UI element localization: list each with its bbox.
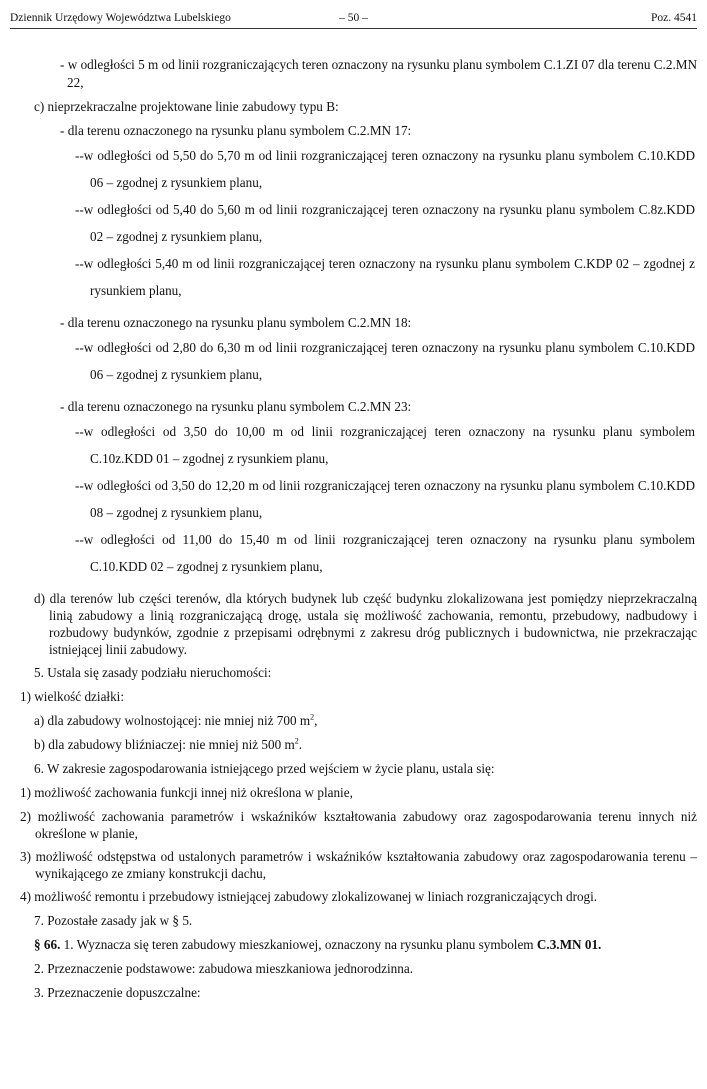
mn17-title: - dla terenu oznaczonego na rysunku planu symbolem C.2.MN 17: xyxy=(60,123,412,138)
section-5-item-1: 1) wielkość działki: xyxy=(20,689,125,704)
mn23-item-1: --w odległości od 3,50 do 10,00 m od linii rozgraniczającej teren oznaczony na rysunku planu symbolem C.10z.KDD 01 – zgodnej z rysunkiem planu, xyxy=(75,424,695,466)
section-5-item-b: b) dla zabudowy bliźniaczej: nie mniej niż 500 $m^2$. xyxy=(34,736,303,752)
paragraph-c-title: c) nieprzekraczalne projektowane linie zabudowy typu B: xyxy=(34,99,339,114)
mn23-item-2: --w odległości od 3,50 do 12,20 m od linii rozgraniczającej teren oznaczony na rysunku planu symbolem C.10.KDD 08 – zgodnej z rysunkiem planu, xyxy=(75,478,695,520)
document-body xyxy=(0,56,707,1008)
page-header xyxy=(10,10,697,29)
paragraph-b-last: - w odległości 5 m od linii rozgraniczających teren oznaczony na rysunku planu symbolem C.1.ZI 07 dla terenu C.2.MN 22, xyxy=(60,57,697,90)
section-5: 5. Ustala się zasady podziału nieruchomości: xyxy=(34,665,272,680)
page-number: – 50 – xyxy=(339,12,368,24)
section-6-item-2: 2) możliwość zachowania parametrów i wskaźników kształtowania zabudowy oraz zagospodarowania terenu innych niż określone w planie, xyxy=(20,809,697,841)
mn18-title: - dla terenu oznaczonego na rysunku planu symbolem C.2.MN 18: xyxy=(60,315,412,330)
section-66-item-2: 2. Przeznaczenie podstawowe: zabudowa mieszkaniowa jednorodzinna. xyxy=(34,961,413,976)
section-6-item-1: 1) możliwość zachowania funkcji innej niż określona w planie, xyxy=(20,785,353,800)
position-number: Poz. 4541 xyxy=(651,12,697,24)
mn18-item-1: --w odległości od 2,80 do 6,30 m od linii rozgraniczającej teren oznaczony na rysunku planu symbolem C.10.KDD 06 – zgodnej z rysunkiem planu, xyxy=(75,340,695,382)
section-6-item-3: 3) możliwość odstępstwa od ustalonych parametrów i wskaźników kształtowania zabudowy oraz zagospodarowania terenu – wynikającego ze zmiany konstrukcji dachu, xyxy=(20,849,697,881)
section-6-item-4: 4) możliwość remontu i przebudowy istniejącej zabudowy zlokalizowanej w liniach rozgraniczających drogi. xyxy=(20,889,598,904)
mn23-item-3: --w odległości od 11,00 do 15,40 m od linii rozgraniczającej teren oznaczony na rysunku planu symbolem C.10.KDD 02 – zgodnej z rysunkiem planu, xyxy=(75,532,695,574)
section-66-heading: § 66. 1. Wyznacza się teren zabudowy mieszkaniowej, oznaczony na rysunku planu symbolem C.3.MN 01. xyxy=(34,937,602,952)
section-7: 7. Pozostałe zasady jak w § 5. xyxy=(34,913,193,928)
paragraph-d: d) dla terenów lub części terenów, dla których budynek lub część budynku zlokalizowana jest pomiędzy nieprzekraczalną linią zabudowy a linią rozgraniczającą drogę, ustala się możliwość zachowania, remontu, przebudowy, nadbudowy i rozbudowy budynków, zgodnie z przepisami odrębnymi z zakresu dróg publicznych i budownictwa, nie przekraczając istniejącej linii zabudowy. xyxy=(34,591,697,657)
mn17-item-2: --w odległości od 5,40 do 5,60 m od linii rozgraniczającej teren oznaczony na rysunku planu symbolem C.8z.KDD 02 – zgodnej z rysunkiem planu, xyxy=(75,202,695,244)
mn17-item-3: --w odległości 5,40 m od linii rozgraniczającej teren oznaczony na rysunku planu symbolem C.KDP 02 – zgodnej z rysunkiem planu, xyxy=(75,256,695,298)
section-6: 6. W zakresie zagospodarowania istniejącego przed wejściem w życie planu, ustala się: xyxy=(34,761,495,776)
section-5-item-a: a) dla zabudowy wolnostojącej: nie mniej niż 700 $m^2$, xyxy=(34,712,318,728)
mn17-item-1: --w odległości od 5,50 do 5,70 m od linii rozgraniczającej teren oznaczony na rysunku planu symbolem C.10.KDD 06 – zgodnej z rysunkiem planu, xyxy=(75,148,695,190)
journal-title: Dziennik Urzędowy Województwa Lubelskiego xyxy=(10,12,231,24)
section-66-item-3: 3. Przeznaczenie dopuszczalne: xyxy=(34,985,201,1000)
mn23-title: - dla terenu oznaczonego na rysunku planu symbolem C.2.MN 23: xyxy=(60,399,412,414)
